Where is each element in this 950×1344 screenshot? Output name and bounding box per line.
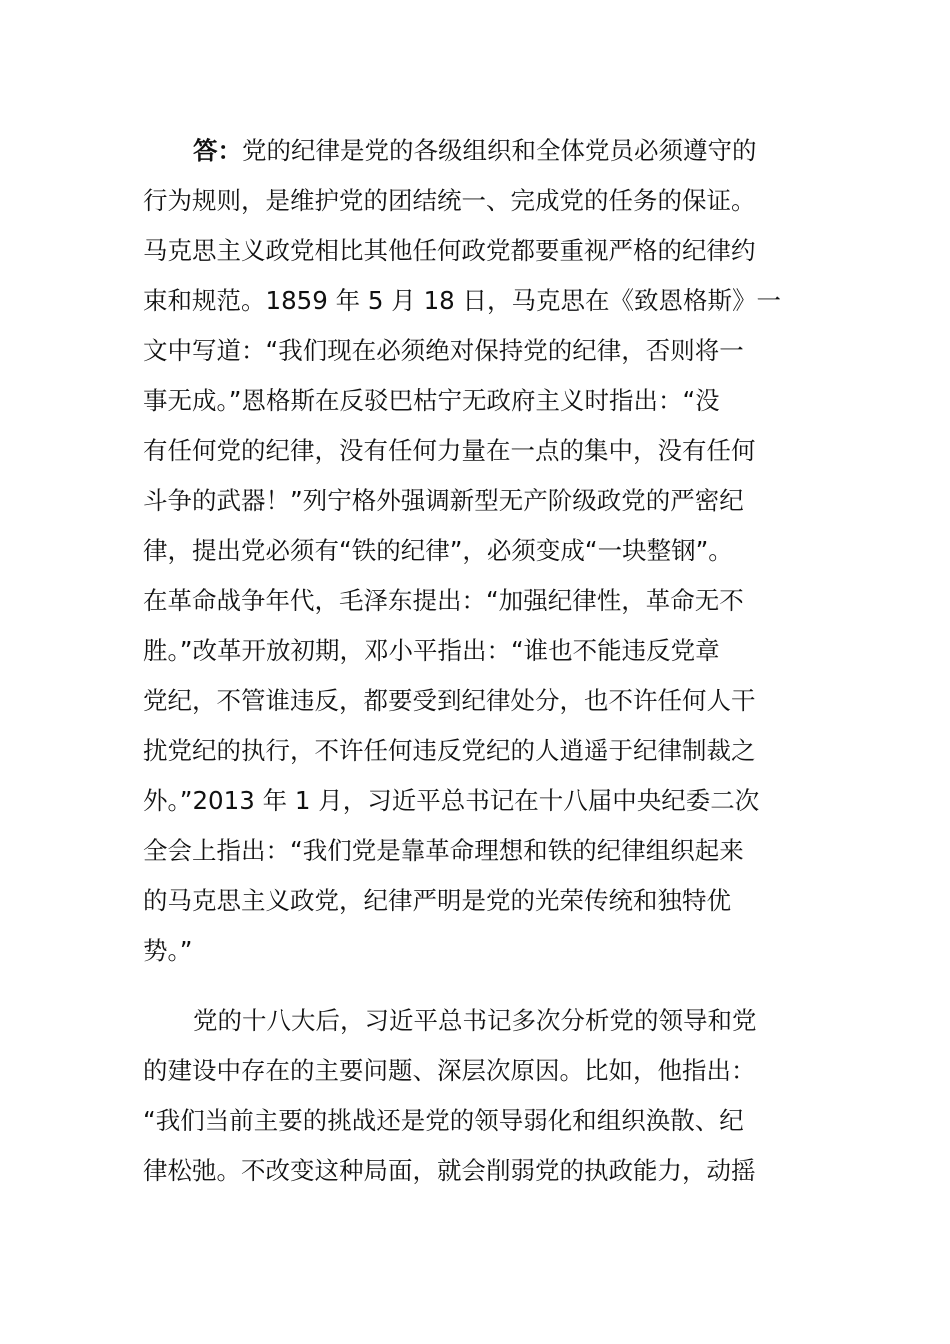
paragraph-1-line-14: 外。”2013 年 1 月，习近平总书记在十八届中央纪委二次: [143, 786, 760, 815]
paragraph-1-line-3: 马克思主义政党相比其他任何政党都要重视严格的纪律约: [143, 236, 756, 265]
paragraph-1-line-4: 束和规范。1859 年 5 月 18 日，马克思在《致恩格斯》一: [143, 286, 782, 315]
paragraph-1-line-7: 有任何党的纪律，没有任何力量在一点的集中，没有任何: [143, 436, 756, 465]
paragraph-1-line-9: 律，提出党必须有“铁的纪律”，必须变成“一块整钢”。: [143, 536, 733, 565]
paragraph-2-line-1: 党的十八大后，习近平总书记多次分析党的领导和党: [193, 1006, 757, 1035]
paragraph-1-line-1: [193, 131, 757, 171]
paragraph-1-line-17: 势。”: [143, 936, 193, 965]
answer-label: 答：: [193, 136, 242, 165]
paragraph-1-line-8: 斗争的武器！”列宁格外强调新型无产阶级政党的严密纪: [143, 486, 744, 515]
paragraph-1-line-6: 事无成。”恩格斯在反驳巴枯宁无政府主义时指出：“没: [143, 386, 720, 415]
paragraph-1-line-10: 在革命战争年代，毛泽东提出：“加强纪律性，革命无不: [143, 586, 744, 615]
paragraph-1-line-11: 胜。”改革开放初期，邓小平指出：“谁也不能违反党章: [143, 636, 720, 665]
paragraph-1-line-1-text: 党的纪律是党的各级组织和全体党员必须遵守的: [242, 136, 757, 165]
paragraph-1-line-16: 的马克思主义政党，纪律严明是党的光荣传统和独特优: [143, 886, 731, 915]
paragraph-1-line-13: 扰党纪的执行，不许任何违反党纪的人逍遥于纪律制裁之: [143, 736, 756, 765]
paragraph-2-line-4: 律松弛。不改变这种局面，就会削弱党的执政能力，动摇: [143, 1156, 756, 1185]
paragraph-1-line-12: 党纪，不管谁违反，都要受到纪律处分，也不许任何人干: [143, 686, 756, 715]
paragraph-1-line-15: 全会上指出：“我们党是靠革命理想和铁的纪律组织起来: [143, 836, 744, 865]
paragraph-1-line-5: 文中写道：“我们现在必须绝对保持党的纪律，否则将一: [143, 336, 744, 365]
paragraph-1-line-2: 行为规则，是维护党的团结统一、完成党的任务的保证。: [143, 186, 756, 215]
paragraph-2-line-3: “我们当前主要的挑战还是党的领导弱化和组织涣散、纪: [143, 1106, 744, 1135]
paragraph-2-line-2: 的建设中存在的主要问题、深层次原因。比如，他指出：: [143, 1056, 756, 1085]
